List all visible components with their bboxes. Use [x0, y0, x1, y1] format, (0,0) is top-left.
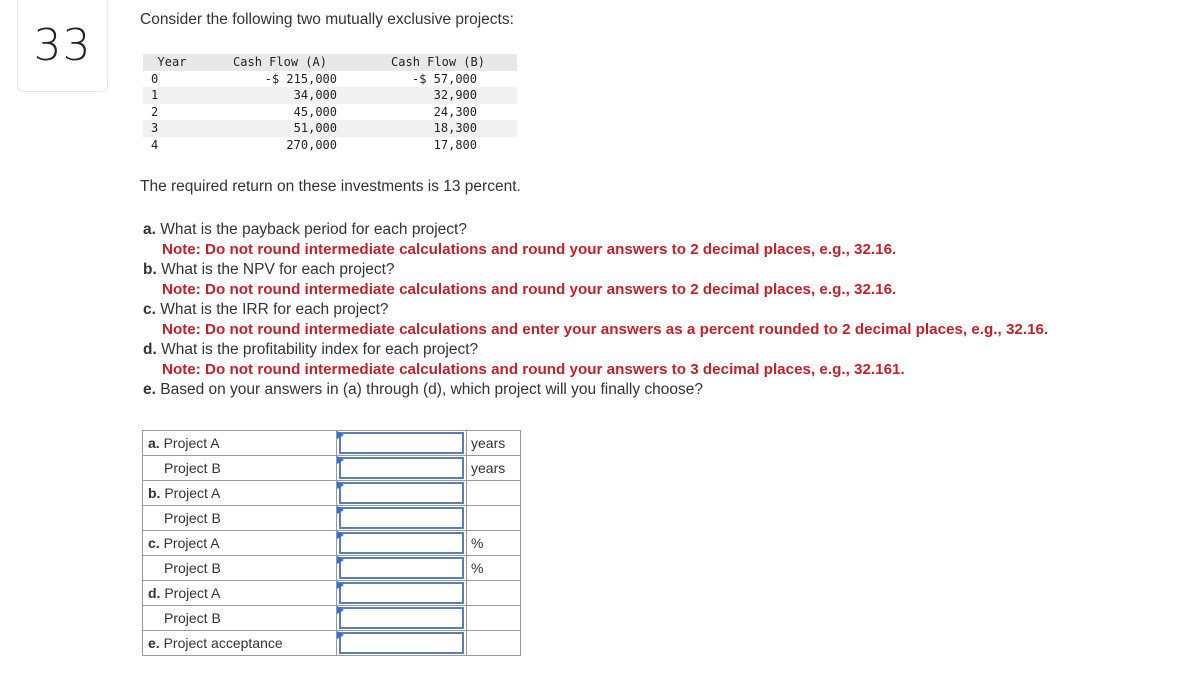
question-a: a. What is the payback period for each project?	[143, 221, 467, 238]
cashflow-header-row	[143, 54, 517, 71]
cashflow-table	[143, 54, 517, 154]
note-b: Note: Do not round intermediate calculations and round your answers to 2 decimal places, e.g., 32.16.	[162, 281, 897, 298]
flag-icon	[337, 481, 344, 489]
pi-b-input[interactable]	[339, 607, 464, 629]
answer-row	[143, 581, 521, 606]
year-cell: 4	[151, 137, 159, 152]
unit-label	[467, 606, 521, 631]
answer-row	[143, 506, 521, 531]
unit-label	[467, 581, 521, 606]
question-e: e. Based on your answers in (a) through (d), which project will you finally choose?	[143, 381, 704, 398]
header-cash-flow-b: Cash Flow (B)	[391, 55, 485, 69]
cash-flow-b-cell: 24,300	[433, 104, 477, 119]
unit-label: years	[467, 431, 521, 456]
question-number-box	[17, 0, 108, 92]
question-b: b. What is the NPV for each project?	[143, 261, 395, 278]
flag-icon	[337, 631, 344, 639]
flag-icon	[337, 556, 344, 564]
question-c: c. What is the IRR for each project?	[143, 301, 389, 318]
note-c: Note: Do not round intermediate calculations and enter your answers as a percent rounded to 2 decimal places, e.g., 32.16.	[162, 321, 1049, 338]
cash-flow-b-cell: 32,900	[433, 88, 477, 103]
answer-row	[143, 631, 521, 656]
answer-label: Project B	[143, 506, 337, 531]
answer-label: a. Project A	[143, 431, 337, 456]
table-row	[143, 120, 517, 137]
answer-row	[143, 481, 521, 506]
cash-flow-a-cell: -$ 215,000	[264, 71, 337, 86]
answer-row	[143, 606, 521, 631]
flag-icon	[337, 581, 344, 589]
year-cell: 3	[151, 121, 159, 136]
unit-label	[467, 631, 521, 656]
flag-icon	[337, 431, 344, 439]
answer-label: e. Project acceptance	[143, 631, 337, 656]
year-cell: 1	[151, 88, 159, 103]
question-d: d. What is the profitability index for each project?	[143, 341, 479, 358]
year-cell: 0	[151, 71, 159, 86]
note-d: Note: Do not round intermediate calculations and round your answers to 3 decimal places, e.g., 32.161.	[162, 361, 905, 378]
cash-flow-a-cell: 45,000	[293, 104, 337, 119]
project-acceptance-input[interactable]	[339, 632, 464, 654]
irr-a-input[interactable]	[339, 532, 464, 554]
unit-label: %	[467, 556, 521, 581]
answer-row	[143, 456, 521, 481]
answer-table	[142, 430, 521, 656]
answer-label: b. Project A	[143, 481, 337, 506]
table-row	[143, 104, 517, 121]
irr-b-input[interactable]	[339, 557, 464, 579]
cash-flow-a-cell: 51,000	[293, 121, 337, 136]
header-cash-flow-a: Cash Flow (A)	[233, 55, 327, 69]
cash-flow-a-cell: 34,000	[293, 88, 337, 103]
answer-label: Project B	[143, 606, 337, 631]
header-year: Year	[157, 55, 187, 69]
year-cell: 2	[151, 104, 159, 119]
cash-flow-b-cell: 18,300	[433, 121, 477, 136]
answer-row	[143, 531, 521, 556]
payback-a-input[interactable]	[339, 432, 464, 454]
answer-label: Project B	[143, 456, 337, 481]
question-number: 33	[33, 20, 92, 71]
answer-label: Project B	[143, 556, 337, 581]
cash-flow-b-cell: 17,800	[433, 137, 477, 152]
answer-row	[143, 431, 521, 456]
answer-label: c. Project A	[143, 531, 337, 556]
answer-row	[143, 556, 521, 581]
pi-a-input[interactable]	[339, 582, 464, 604]
intro-text: Consider the following two mutually exclusive projects:	[140, 11, 514, 28]
flag-icon	[337, 531, 344, 539]
flag-icon	[337, 456, 344, 464]
payback-b-input[interactable]	[339, 457, 464, 479]
unit-label: years	[467, 456, 521, 481]
cash-flow-b-cell: -$ 57,000	[411, 71, 477, 86]
table-row	[143, 137, 517, 154]
table-row	[143, 71, 517, 88]
unit-label	[467, 481, 521, 506]
unit-label: %	[467, 531, 521, 556]
note-a: Note: Do not round intermediate calculations and round your answers to 2 decimal places, e.g., 32.16.	[162, 241, 897, 258]
npv-a-input[interactable]	[339, 482, 464, 504]
cash-flow-a-cell: 270,000	[286, 137, 337, 152]
flag-icon	[337, 606, 344, 614]
required-return-text: The required return on these investments is 13 percent.	[140, 178, 521, 195]
answer-label: d. Project A	[143, 581, 337, 606]
table-row	[143, 87, 517, 104]
unit-label	[467, 506, 521, 531]
flag-icon	[337, 506, 344, 514]
question-list	[143, 220, 1048, 400]
npv-b-input[interactable]	[339, 507, 464, 529]
